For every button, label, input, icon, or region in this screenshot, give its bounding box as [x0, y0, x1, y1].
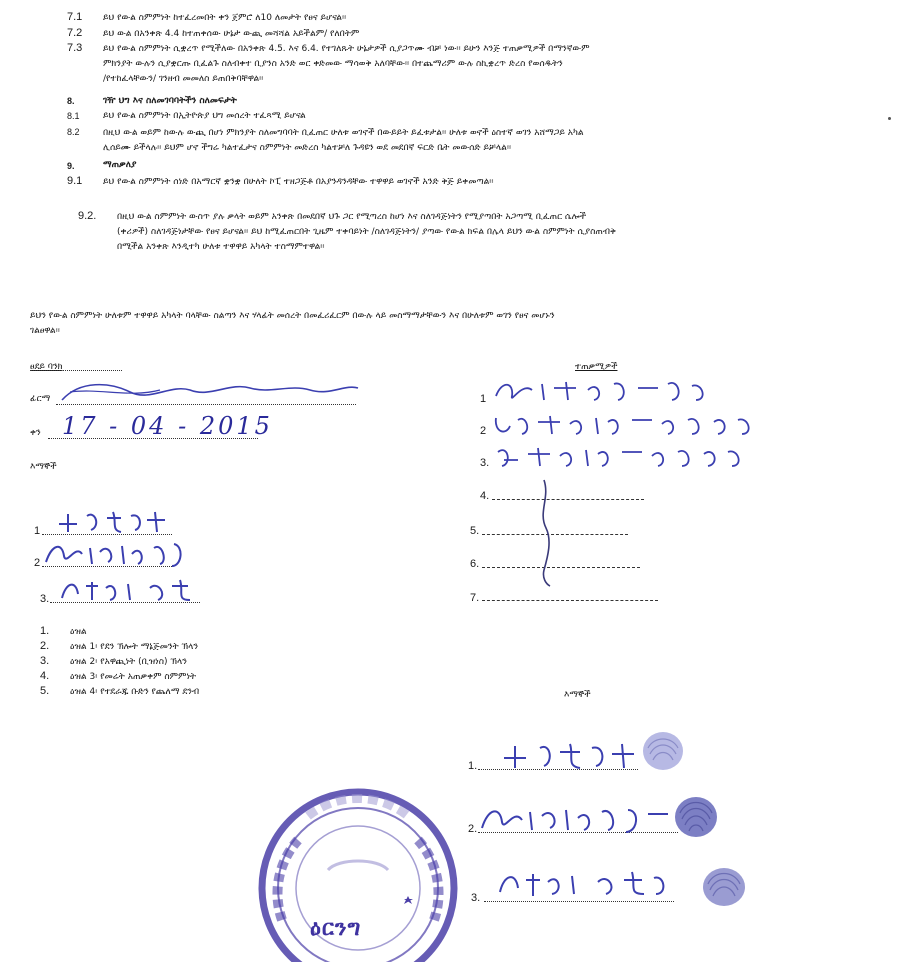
date-value: 17 - 04 - 2015 — [62, 412, 273, 440]
attachment-text: ዕዝል 2፡ የአዋጪነት (ቢዝነስ) ኽላን — [70, 657, 187, 667]
beneficiaries-heading: ተጠቃሚዎች — [575, 362, 618, 372]
section-number: 9. — [67, 161, 75, 171]
witness-number: 1 — [34, 525, 41, 537]
thumbprint-icon — [672, 793, 720, 841]
clause-text: በዚህ ውል ስምምነት ውስጥ ያሉ ቃላት ወይም አንቀጽ በመደበኛ ህጉ ጋር የሚጣረስ ከሆነ እና ስለገዳጅነትን የሚያጣበት አጋጣሚ ቢፈጠር ሴሎች — [117, 212, 587, 222]
beneficiary-number: 7. — [470, 592, 480, 604]
clause-text: ምክንያት ውሉን ሲያቋርጡ ቢፈልጉ ስለብቀተ ቢያንስ አንድ ወር ቀድመው ማሳወቅ አለባቸው፡፡ በተጨማሪም ውሉ ስኪቋረጥ ድረስ የወሰዱትን — [103, 59, 563, 69]
attachment-number: 5. — [40, 685, 50, 697]
official-stamp — [258, 770, 458, 962]
beneficiary-number: 4. — [480, 490, 490, 502]
witness-number: 3. — [471, 892, 481, 904]
attachment-number: 3. — [40, 655, 50, 667]
clause-number: 9.1 — [67, 175, 83, 187]
beneficiary-signature-scribble — [492, 408, 762, 440]
clause-text: ይህ የውል ስምምነት ከተፈረመበት ቀን ጀምሮ ለ10 ለመታት የፀና ይሆናል፡፡ — [103, 13, 347, 23]
attachment-number: 4. — [40, 670, 50, 682]
clause-number: 7.1 — [67, 11, 83, 23]
witness-signature-scribble — [478, 800, 678, 836]
clause-text: ሊሰይሙ ይችላሉ፡፡ ይህም ሆኖ ችግሬ ካልተፈታና ስምምነት መድረስ ካልተቻለ ጉዳዩን ወደ መደበኛ ፍርድ ቤት መውሰድ ይቻላል፡፡ — [103, 143, 512, 153]
witness-number: 2. — [468, 823, 478, 835]
beneficiary-line — [482, 600, 658, 601]
clause-text: ይህ ውል በአንቀጽ 4.4 ከተጠቀሰው ሁኔታ ውጪ መሻሻል አይችልም/ የለበትም — [103, 29, 360, 39]
clause-text: /የተከፈላቸውን/ ገንዘብ መመለስ ይጠበቅባቸዋል፡፡ — [103, 74, 264, 84]
clause-number: 8.2 — [67, 127, 80, 137]
closing-text: ገልፀዋል፡፡ — [30, 326, 60, 336]
witness-number: 1. — [468, 760, 478, 772]
attachment-text: ዕዝል 4፡ የተደራጁ ቡድን የጨለማ ደንብ — [70, 687, 200, 697]
stamp-text: ዕርንግ — [310, 916, 362, 941]
section-title: ገዥ ህግ እና ስለመገባባትችን ስለመፍታት — [103, 96, 237, 106]
clause-text: ይህ የውል ስምምነት በኢትዮጵያ ህግ መሰረት ተፈጻሚ ይሆናል — [103, 111, 306, 121]
bank-heading: ፀደይ ባንክ — [30, 362, 63, 372]
beneficiary-signature-scribble — [492, 374, 722, 406]
attachment-number: 2. — [40, 640, 50, 652]
witness-signature-scribble — [42, 536, 202, 570]
clause-number: 9.2. — [78, 210, 97, 222]
thumbprint-icon — [640, 728, 686, 774]
thumbprint-icon — [700, 864, 748, 910]
beneficiary-number: 2 — [480, 425, 487, 437]
beneficiary-line — [492, 499, 644, 500]
right-witness-label: እማኞች — [564, 690, 591, 700]
clause-number: 8.1 — [67, 111, 80, 121]
clause-text: በዚህ ውል ወይም ከውሉ ውጪ በሆነ ምክንያት ስለመግባባት ቢፈጠር ሁለቱ ወገኖች በውይይት ይፈቱታል፡፡ ሁለቱ ወኖች ዕስተኛ ወገን አሸማጋይ አካል — [103, 128, 584, 138]
section-title: ማጠቃለያ — [103, 160, 137, 170]
beneficiary-number: 6. — [470, 558, 480, 570]
bank-signature-scribble — [60, 378, 360, 410]
witness-number: 3. — [40, 593, 50, 605]
beneficiary-number: 5. — [470, 525, 480, 537]
clause-number: 7.2 — [67, 27, 83, 39]
attachment-text: ዕዝል 1፡ የደን ኽሎት ማኔጅመንት ኽላን — [70, 642, 199, 652]
clause-text: (ቀሪዎች) ስለገዳጅነታቸው የፀና ይሆናል፡፡ ይህ ከሚፈጠርበት ጊዜም ተቀባይነት /ስለገዳጅነትን/ ያጣው የውል ክፍል በሌላ ይህን ውል ስምምነት ሲያስጠብቅ — [117, 227, 617, 237]
witness-number: 2 — [34, 557, 41, 569]
attachment-text: ዕዝል — [70, 627, 87, 637]
witness-signature-scribble — [496, 866, 676, 902]
witness-signature-scribble — [58, 574, 208, 606]
bank-heading-underline — [30, 370, 122, 371]
beneficiary-number: 3. — [480, 457, 490, 469]
margin-speck — [888, 117, 891, 120]
clause-text: ይህ የውል ስምምነት ሲቋረጥ የሚችለው በአንቀጽ 4.5. እና 6.4. የተገለጹት ሁኔታዎች ሲያጋጥሙ ብቻ ነው፡፡ ይሁን እንጅ ተጠቃሚዎች በማንኛውም — [103, 44, 590, 54]
attachment-number: 1. — [40, 625, 50, 637]
blank-strike-mark — [536, 478, 566, 588]
beneficiary-number: 1 — [480, 393, 487, 405]
clause-text: ይህ የውል ስምምነት ሰነድ በአማርኛ ቋንቋ በሁለት ኮፒ ተዘጋጅቶ በአያንዳንዳቸው ተዋዋይ ወገኖች አንድ ቅጅ ይቀመጣል፡፡ — [103, 177, 494, 187]
beneficiary-signature-scribble — [494, 440, 764, 472]
date-label: ቀን — [30, 428, 41, 438]
closing-text: ይህን የውል ስምምነት ሁለቱም ተዋዋይ አካላት ባላቸው ስልጣን እና ሃላፊት መሰረት በመፈሪፈርም በውሉ ላይ መስማማታቸውን እና በሁለቱም ወገን የፀና መሆኑን — [30, 311, 555, 321]
sign-label: ፊርማ — [30, 394, 51, 404]
clause-number: 7.3 — [67, 42, 83, 54]
clause-text: በሚችል አንቀጽ እንዲተካ ሁለቱ ተዋዋይ አካላት ተስማምተዋል፡፡ — [117, 242, 325, 252]
witness-label: እማኞች — [30, 462, 57, 472]
witness-signature-scribble — [55, 506, 175, 536]
section-number: 8. — [67, 96, 75, 106]
attachment-text: ዕዝል 3፡ የመሬት አጠቃቀም ስምምነት — [70, 672, 197, 682]
witness-signature-scribble — [500, 738, 660, 774]
